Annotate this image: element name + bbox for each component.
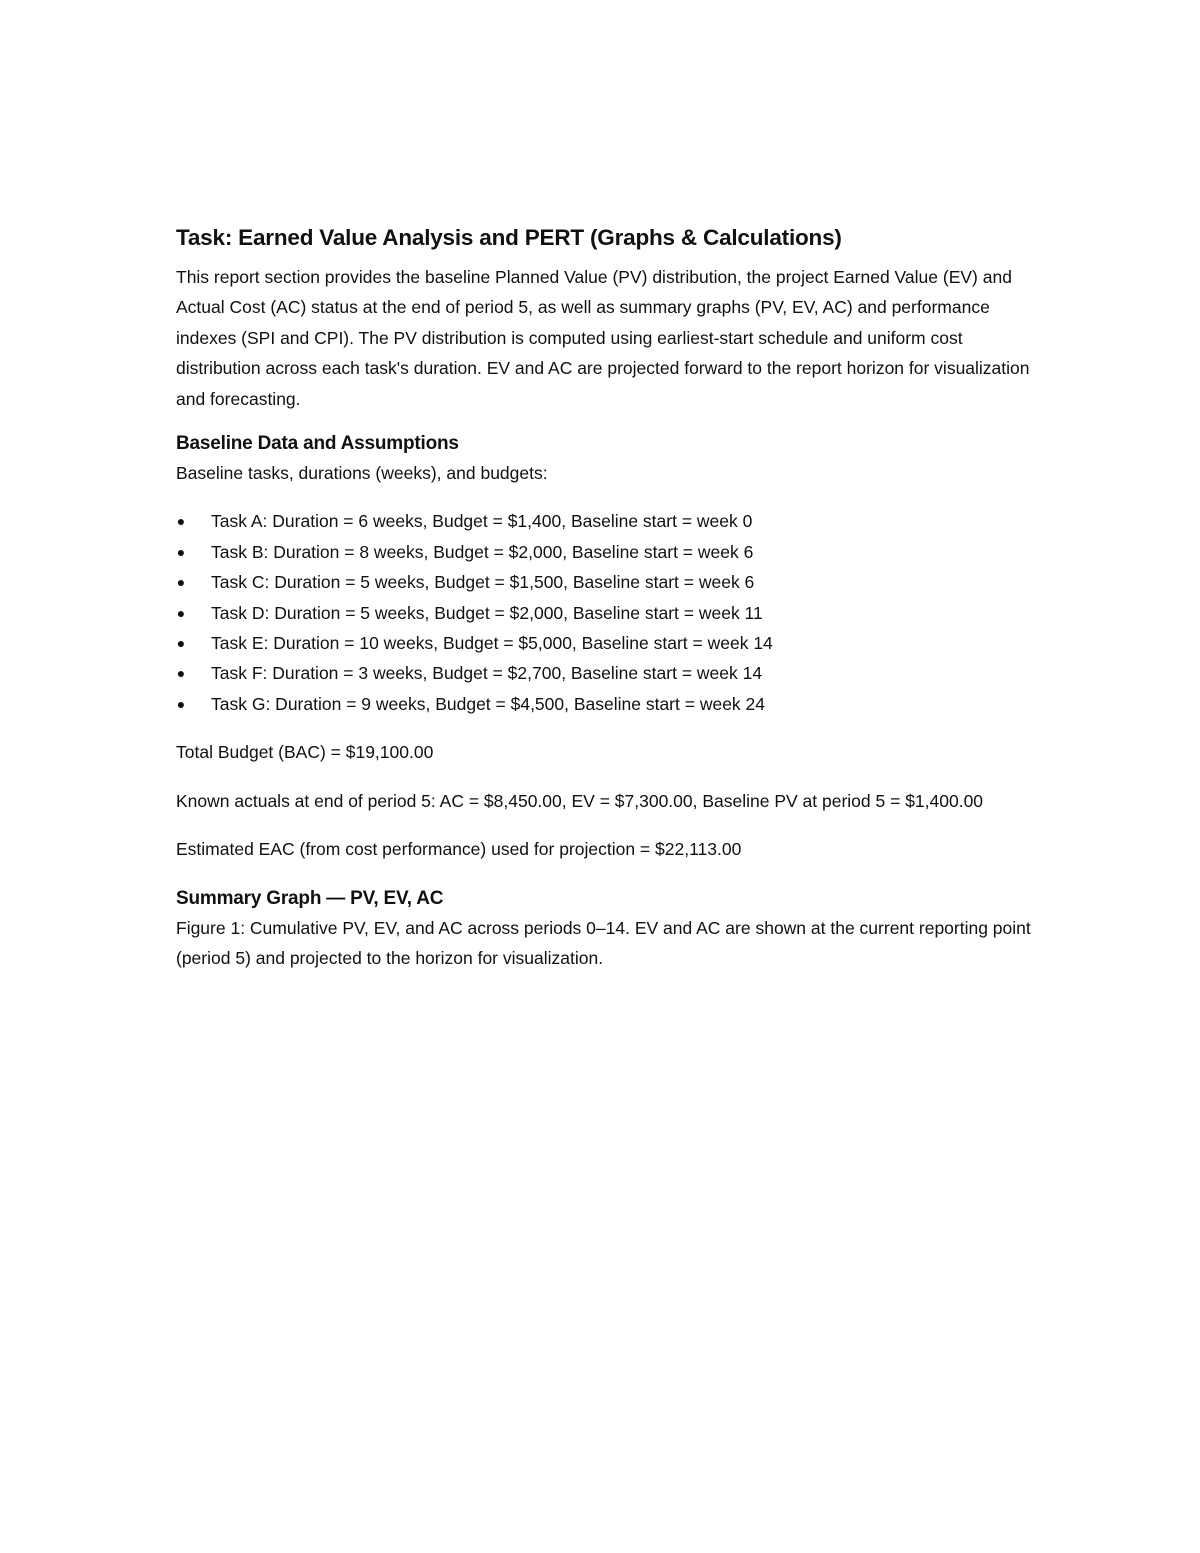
bullet-icon: ● xyxy=(176,635,186,652)
bullet-icon: ● xyxy=(176,665,186,682)
baseline-lead: Baseline tasks, durations (weeks), and budgets: xyxy=(176,463,548,484)
document-title: Task: Earned Value Analysis and PERT (Graphs & Calculations) xyxy=(176,225,842,250)
bullet-icon: ● xyxy=(176,604,186,621)
figure-caption: Figure 1: Cumulative PV, EV, and AC across periods 0–14. EV and AC are shown at the current reporting point (period 5) and projected to the horizon for visualization. xyxy=(176,917,1031,968)
bullet-icon: ● xyxy=(176,543,186,560)
eac-estimate: Estimated EAC (from cost performance) used for projection = $22,113.00 xyxy=(176,839,742,860)
summary-heading: Summary Graph — PV, EV, AC xyxy=(176,887,444,909)
intro-paragraph: This report section provides the baseline Planned Value (PV) distribution, the project Earned Value (EV) and Actual Cost (AC) status at the end of period 5, as well as summary graphs (PV, EV, AC) and performance indexes (SPI and CPI). The PV distribution is computed using earliest-start schedule and uniform cost distribution across each task's duration. EV and AC are projected forward to the report horizon for visualization and forecasting. xyxy=(176,267,1030,409)
task-text: Task A: Duration = 6 weeks, Budget = $1,400, Baseline start = week 0 xyxy=(211,511,753,532)
list-item xyxy=(176,658,1036,688)
list-item xyxy=(176,598,1036,628)
bullet-icon: ● xyxy=(176,513,186,530)
total-budget: Total Budget (BAC) = $19,100.00 xyxy=(176,742,434,763)
document-page xyxy=(176,222,1036,973)
task-list xyxy=(176,506,1036,719)
list-item xyxy=(176,689,1036,719)
task-text: Task B: Duration = 8 weeks, Budget = $2,000, Baseline start = week 6 xyxy=(211,541,754,562)
task-text: Task F: Duration = 3 weeks, Budget = $2,700, Baseline start = week 14 xyxy=(211,663,763,684)
list-item xyxy=(176,628,1036,658)
list-item xyxy=(176,506,1036,536)
bullet-icon: ● xyxy=(176,695,186,712)
baseline-heading: Baseline Data and Assumptions xyxy=(176,433,459,455)
task-text: Task G: Duration = 9 weeks, Budget = $4,500, Baseline start = week 24 xyxy=(211,693,766,714)
known-actuals: Known actuals at end of period 5: AC = $8,450.00, EV = $7,300.00, Baseline PV at period 5 = $1,400.00 xyxy=(176,790,984,811)
list-item xyxy=(176,537,1036,567)
task-text: Task E: Duration = 10 weeks, Budget = $5,000, Baseline start = week 14 xyxy=(211,633,773,654)
task-text: Task D: Duration = 5 weeks, Budget = $2,000, Baseline start = week 11 xyxy=(211,602,763,623)
task-text: Task C: Duration = 5 weeks, Budget = $1,500, Baseline start = week 6 xyxy=(211,572,755,593)
bullet-icon: ● xyxy=(176,574,186,591)
list-item xyxy=(176,567,1036,597)
